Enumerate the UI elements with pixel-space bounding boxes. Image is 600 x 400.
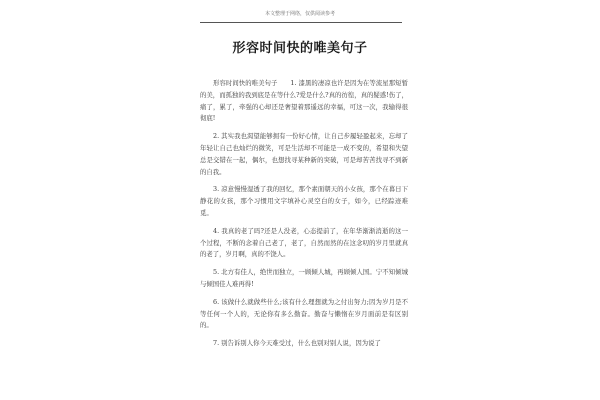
- paragraph: 5. 北方有佳人，绝世而独立，一顾倾人城，再顾倾人国。宁不知倾城与倾国佳人难再得!: [200, 268, 408, 288]
- paragraph: 6. 该做什么就做些什么;该有什么理想就为之付出努力;因为岁月是不等任何一个人的，无论你有多么勤奋。勤奋与懒惰在岁月面前是有区别的。: [200, 297, 408, 330]
- paragraph: 4. 我真的老了吗?还是人没老，心态提前了，在年华渐渐消逝的这一个过程，不断的念着自己老了，老了，自然而然的在这念叨的岁月里就真的老了，岁月啊，真的不饶人。: [200, 226, 408, 259]
- paragraph: 3. 凉意慢慢湿透了我的回忆，那个素面朝天的小女孩，那个在暮日下静花的女孩，那个习惯用文字填补心灵空白的女子，如今，已经踪迹难觅。: [200, 185, 408, 217]
- paragraph: 2. 其实我也渴望能够拥有一份好心情，让自己步履轻盈起来，忘却了年轻让自己也灿烂的微笑，可是生活却不可能是一成不变的，希望和失望总是交错在一起，偶尔，也想找寻某种新的突破，可是却苦苦找寻不到新的自我。: [200, 132, 408, 176]
- document-body: [200, 78, 408, 356]
- header-divider: [200, 22, 402, 23]
- document-title: 形容时间快的唯美句子: [232, 41, 368, 56]
- paragraph: 形容时间快的唯美句子 1. 漆黑的凄凉也许是因为在等流星那短暂的美，而孤独的我到底是在等什么?爱是什么?真的彷徨，真的疑惑!伤了，痛了，累了，牵强的心却还是奢望着那遥远的幸福，可这一次，我输得很彻底!: [200, 79, 408, 123]
- header-note: 本文整理于网络，仅供阅读参考: [264, 11, 335, 17]
- paragraph: 7. 别告诉别人你今天难受过，什么也别对别人说，因为说了: [213, 339, 381, 348]
